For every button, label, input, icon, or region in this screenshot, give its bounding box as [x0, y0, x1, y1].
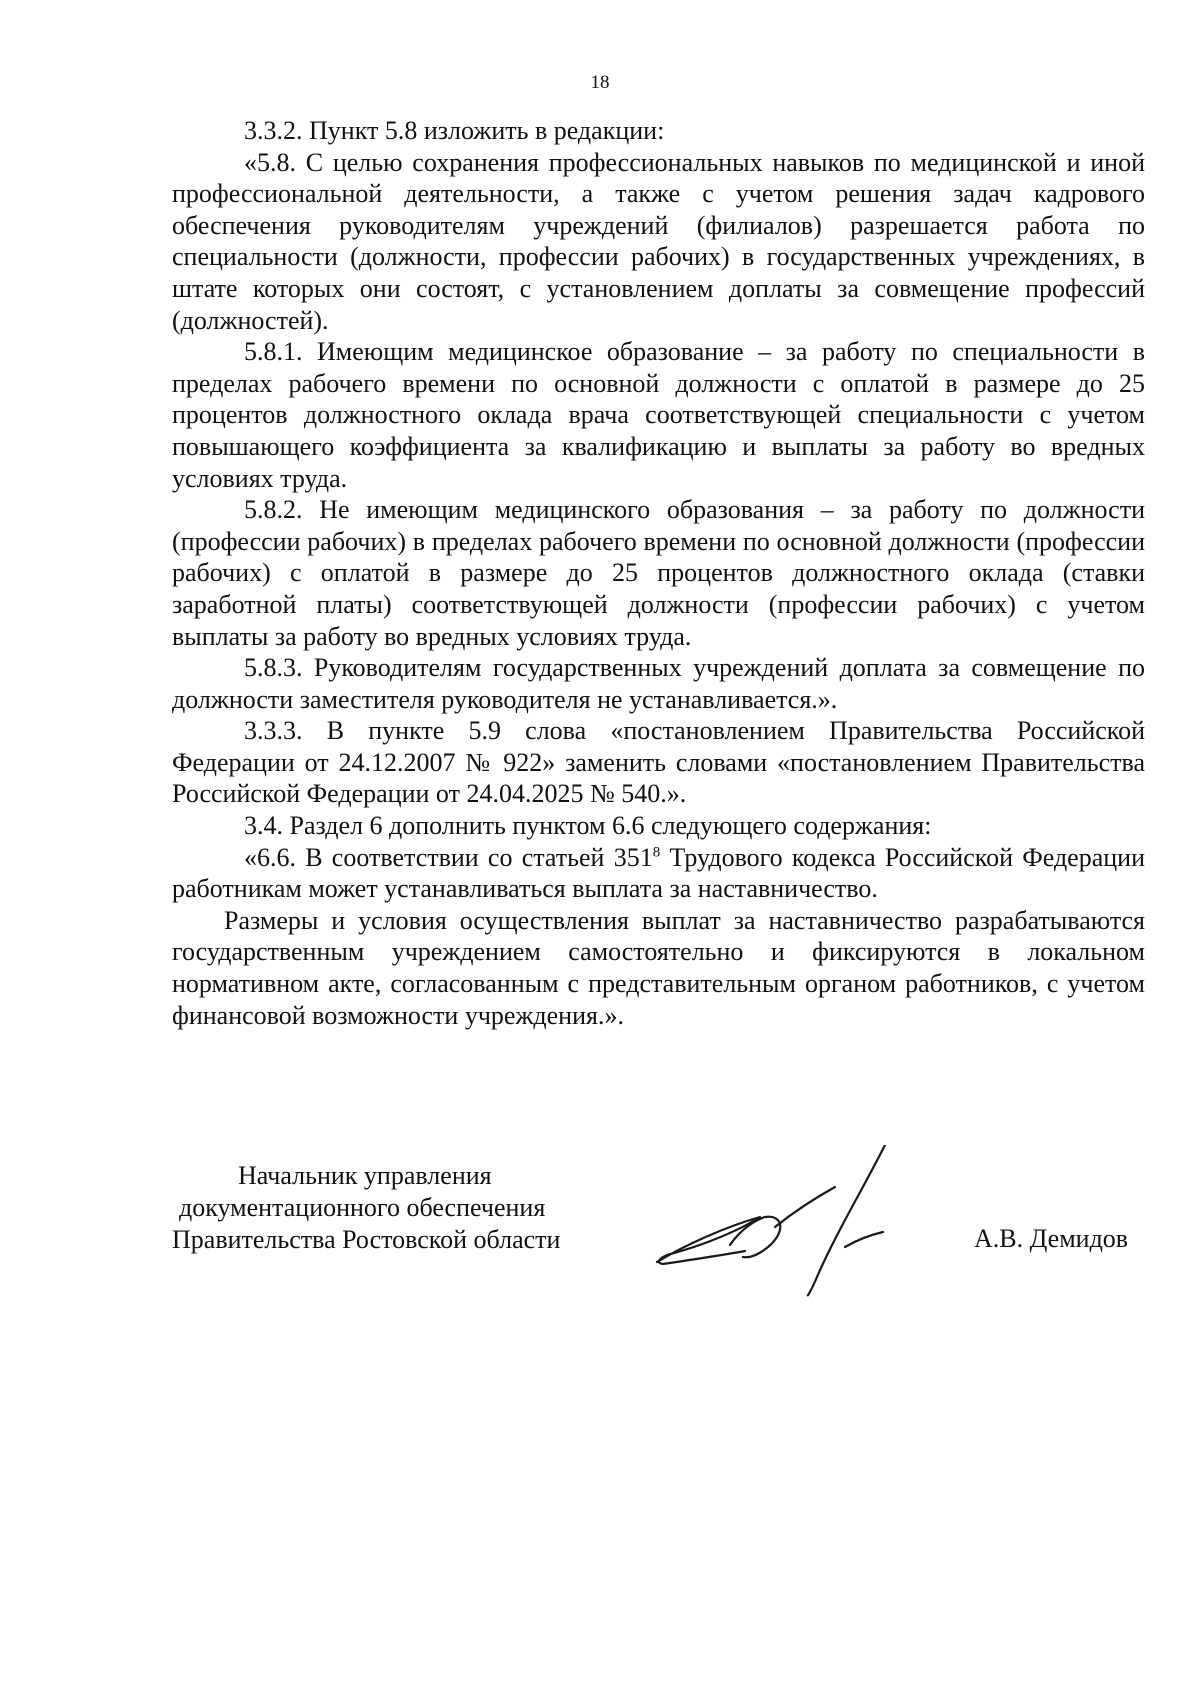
signature-title-block [172, 1160, 560, 1256]
paragraph-5-8-3: 5.8.3. Руководителям государственных учреждений доплата за совмещение по должности заместителя руководителя не устанавливается.». [172, 653, 1145, 714]
document-body [172, 115, 1145, 1031]
article-superscript: 8 [652, 844, 661, 860]
signer-title-line-3: Правительства Ростовской области [172, 1225, 561, 1254]
paragraph-3-4: 3.4. Раздел 6 дополнить пунктом 6.6 следующего содержания: [244, 811, 932, 841]
page-number: 18 [590, 72, 610, 93]
paragraph-6-6 [172, 842, 1145, 905]
paragraph-3-3-2: 3.3.2. Пункт 5.8 изложить в редакции: [244, 116, 665, 145]
paragraph-6-6-end: Трудового кодекса Российской Федерации работникам может устанавливаться выплата за наставничество. [172, 842, 1146, 904]
paragraph-6-6-start: «6.6. В соответствии со статьей 351 [244, 842, 653, 872]
paragraph-5-8-1: 5.8.1. Имеющим медицинское образование – за работу по специальности в пределах рабочего времени по основной должности с оплатой в размере до 25 процентов должностного оклада врача соответствующей специальности с учетом повышающего коэффициента за квалификацию и выплаты за работу во вредных условиях труда. [172, 337, 1145, 493]
paragraph-mentorship-terms: Размеры и условия осуществления выплат за наставничество разрабатываются государственным учреждением самостоятельно и фиксируются в локальном нормативном акте, согласованным с представительным органом работников, с учетом финансовой возможности учреждения.». [172, 905, 1145, 1030]
signer-name: А.В. Демидов [974, 1224, 1129, 1253]
signer-title-line-1: Начальник управления [238, 1161, 492, 1190]
signer-title-line-2: документационного обеспечения [179, 1193, 546, 1222]
paragraph-5-8: «5.8. С целью сохранения профессиональных навыков по медицинской и иной профессиональной деятельности, а также с учетом решения задач кадрового обеспечения руководителям учреждений (филиалов) разрешается работа по специальности (должности, профессии рабочих) в государственных учреждениях, в штате которых они состоят, с установлением доплаты за совмещение профессий (должностей). [172, 147, 1145, 335]
handwritten-signature [645, 1145, 945, 1305]
paragraph-3-3-3: 3.3.3. В пункте 5.9 слова «постановлением Правительства Российской Федерации от 24.12.2007 № 922» заменить словами «постановлением Правительства Российской Федерации от 24.04.2025 № 540.». [172, 716, 1145, 809]
paragraph-5-8-2: 5.8.2. Не имеющим медицинского образования – за работу по должности (профессии рабочих) в пределах рабочего времени по основной должности (профессии рабочих) с оплатой в размере до 25 процентов должностного оклада (ставки заработной платы) соответствующей должности (профессии рабочих) с учетом выплаты за работу во вредных условиях труда. [172, 495, 1145, 651]
